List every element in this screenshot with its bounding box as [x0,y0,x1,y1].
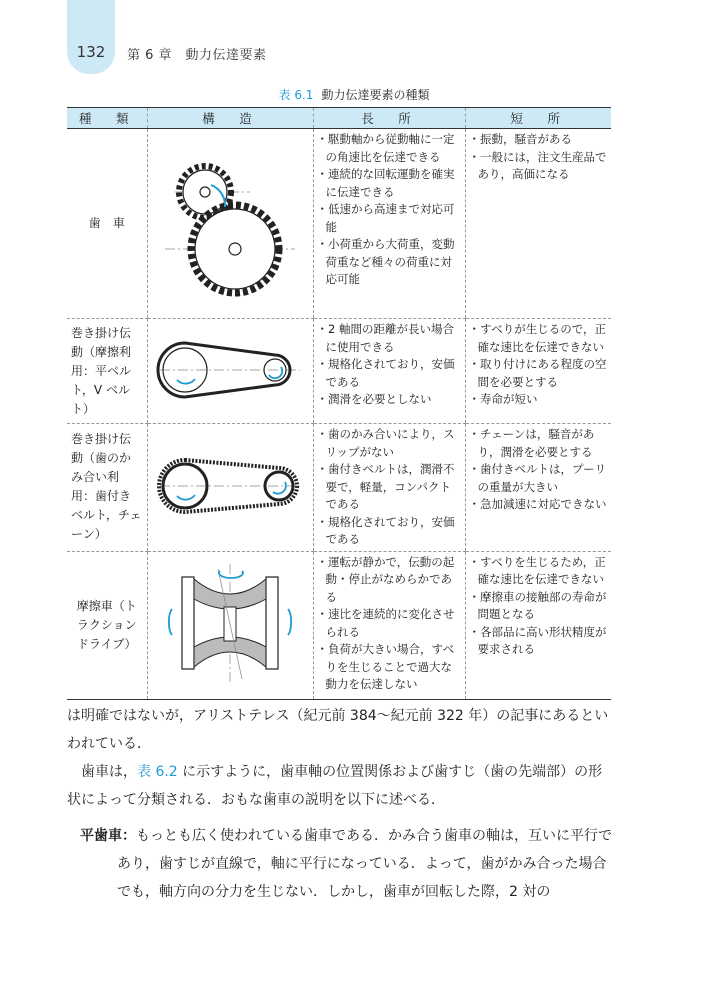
demerits-cell [465,319,611,424]
merits-cell [313,319,465,424]
demerit-item: ・ 各部品に高い形状精度が要求される [469,624,609,659]
merit-item: ・ 2 軸間の距離が長い場合に使用できる [317,321,462,356]
page-number: 132 [76,43,106,61]
demerit-item: ・ すべりが生じるので，正確な速比を伝達できない [469,321,609,356]
structure-cell [147,424,313,552]
paragraph-1 [67,702,615,758]
demerits-cell [465,551,611,699]
merit-item: ・ 低速から高速まで対応可能 [317,201,462,236]
kind-cell [67,424,147,552]
demerits-cell [465,424,611,552]
header-merits: 長 所 [313,108,465,129]
term-spur-gear: 平歯車： [80,828,136,844]
structure-cell [147,319,313,424]
structure-cell [147,129,313,319]
merit-item: ・ 連続的な回転運動を確実に伝達できる [317,166,462,201]
table-ref-link[interactable]: 表 6.2 [137,764,178,780]
page-tab [67,0,115,74]
kind-label: 巻き掛け伝動（摩擦利用：平ベルト，V ベルト） [71,325,132,416]
kind-cell [67,319,147,424]
table-number: 表 6.1 [278,88,314,102]
kind-label: 歯 車 [88,216,125,230]
merit-item: ・ 規格化されており，安価である [317,514,462,549]
kind-label: 巻き掛け伝動（歯のかみ合い利用：歯付きベルト，チェーン） [71,432,142,542]
paragraph-2-rest: に示すように，歯車軸の位置関係および歯すじ（歯の先端部）の形状によって分類される．おもな歯車の説明を以下に述べる． [67,764,603,808]
kind-label: 摩擦車（トラクションドライブ） [76,598,137,651]
merits-cell [313,424,465,552]
merit-item: ・ 速比を連続的に変化させられる [317,606,462,641]
table-caption [0,86,708,103]
merit-item: ・ 歯のかみ合いにより，スリップがない [317,426,462,461]
table-header-row [67,108,611,129]
header-structure: 構 造 [147,108,313,129]
demerits-cell [465,129,611,319]
merit-item: ・ 駆動軸から従動軸に一定の角速比を伝達できる [317,131,462,166]
demerit-item: ・ 取り付けにある程度の空間を必要とする [469,356,609,391]
table-row [67,551,611,699]
chapter-title: 第 6 章 動力伝達要素 [127,48,267,63]
merits-cell [313,129,465,319]
traction-drive-icon [160,559,300,689]
merit-item: ・ 運転が静かで，伝動の起動・停止がなめらかである [317,554,462,607]
demerit-item: ・ 一般には，注文生産品であり，高価になる [469,149,609,184]
demerit-item: ・ すべりを生じるため，正確な速比を伝達できない [469,554,609,589]
header-demerits: 短 所 [465,108,611,129]
demerit-item: ・ 摩擦車の接触部の寿命が問題となる [469,589,609,624]
merits-cell [313,551,465,699]
demerit-item: ・ 寿命が短い [469,391,609,409]
chain-drive-icon [155,446,305,526]
merit-item: ・ 歯付きベルトは，潤滑不要で，軽量，コンパクトである [317,461,462,514]
merit-item: ・ 負荷が大きい場合，すべりを生じることで過大な動力を伝達しない [317,641,462,694]
header-kind: 種 類 [67,108,147,129]
definition-spur-gear [80,822,615,906]
belt-drive-icon [155,335,305,405]
paragraph-2-start: 歯車は， [81,764,137,780]
kind-cell [67,129,147,319]
merit-item: ・ 規格化されており，安価である [317,356,462,391]
merit-item: ・ 潤滑を必要としない [317,391,462,409]
table-row [67,129,611,319]
paragraph-2 [67,758,615,814]
table-row [67,424,611,552]
paragraph-1-text: は明確ではないが，アリストテレス（紀元前 384～紀元前 322 年）の記事にあるといわれている． [67,708,609,752]
page-header [0,0,708,76]
term-spur-gear-text: もっとも広く使われている歯車である．かみ合う歯車の軸は，互いに平行であり，歯すじが直線で，軸に平行になっている．よって，歯がかみ合った場合でも，軸方向の分力を生じない．しかし，歯車が回転した際，2 対の [117,828,612,900]
gear-pair-icon [155,147,305,297]
merit-item: ・ 小荷重から大荷重，変動荷重など種々の荷重に対応可能 [317,236,462,289]
table-title: 動力伝達要素の種類 [321,88,430,102]
structure-cell [147,551,313,699]
kind-cell [67,551,147,699]
transmission-table [67,107,611,700]
demerit-item: ・ 振動，騒音がある [469,131,609,149]
demerit-item: ・ 歯付きベルトは，プーリの重量が大きい [469,461,609,496]
demerit-item: ・ 急加減速に対応できない [469,496,609,514]
table-row [67,319,611,424]
demerit-item: ・ チェーンは，騒音があり，潤滑を必要とする [469,426,609,461]
